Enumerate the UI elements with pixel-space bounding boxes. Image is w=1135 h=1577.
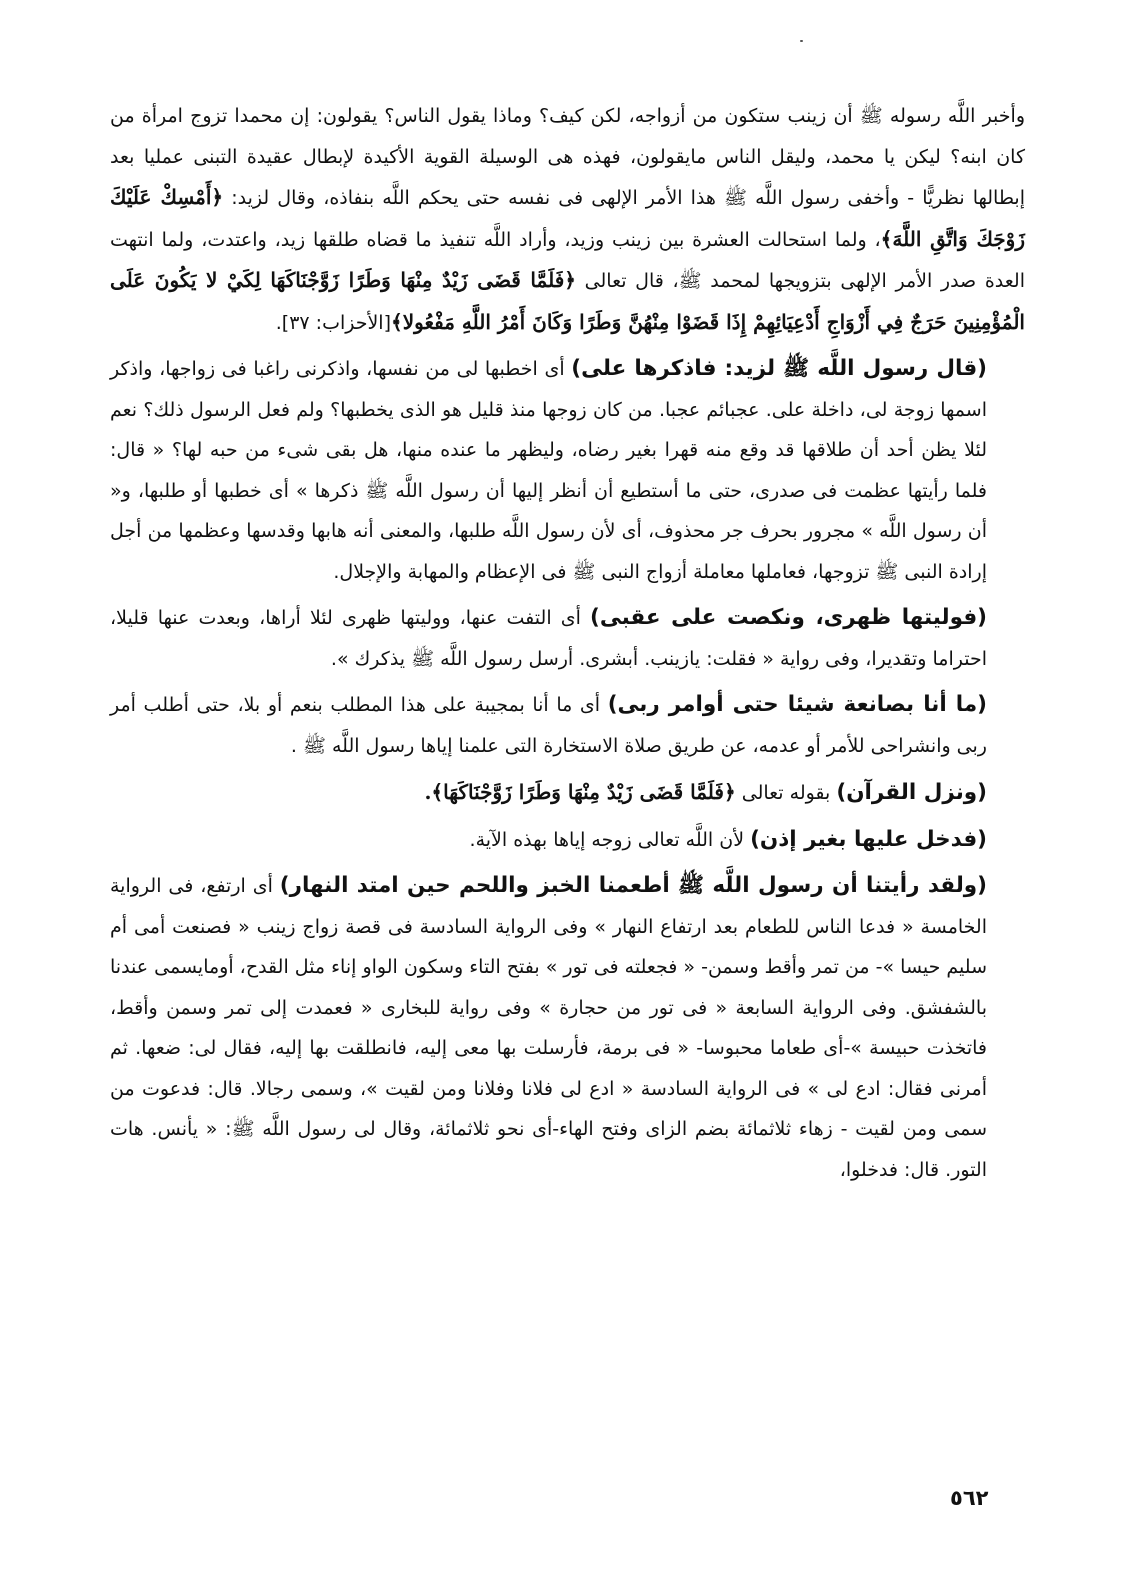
paragraph-6-text: لأن اللَّه تعالى زوجه إياها بهذه الآية. (469, 828, 751, 851)
scan-speck (800, 40, 803, 42)
paragraph-4 (110, 685, 1025, 766)
hadith-phrase-2: (فوليتها ظهرى، ونكصت على عقبى) (590, 605, 987, 630)
paragraph-5-text: بقوله تعالى (735, 782, 837, 804)
paragraph-2-text: أى اخطبها لى من نفسها، واذكرنى راغبا فى زواجها، واذكر اسمها زوجة لى، داخلة على. عجبائم عجبا. من كان زوجها منذ قليل هو الذى يخطبها؟ ولم فعل الرسول ذلك؟ نعم لئلا يظن أحد أن طلاقها قد وقع منه قهرا بغير رضاه، وليظهر ما عنده منها، هل بقى شىء من حبه لها؟ « قال: فلما رأيتها عظمت فى صدرى، حتى ما أستطيع أن أنظر إليها أن رسول اللَّه ﷺ ذكرها » أى خطبها أو طلبها، و« أن رسول اللَّه » مجرور بحرف جر محذوف، أى لأن رسول اللَّه طلبها، والمعنى أنه هابها وقدسها وعظمها من أجل إرادة النبى ﷺ تزوجها، فعاملها معاملة أزواج النبى ﷺ فى الإعظام والمهابة والإجلال. (110, 358, 987, 583)
quran-verse-3: ﴿فَلَمَّا قَضَى زَيْدٌ مِنْهَا وَطَرًا زَوَّجْنَاكَهَا﴾. (424, 780, 736, 804)
page-body (110, 96, 1025, 1190)
hadith-phrase-4: (ونزل القرآن) (836, 780, 987, 805)
paragraph-5 (110, 772, 1025, 814)
quran-verse-1: ﴿أَمْسِكْ عَلَيْكَ زَوْجَكَ وَاتَّقِ اللَّهَ﴾ (110, 185, 1025, 251)
paragraph-1-reference: [الأحزاب: ٣٧]. (275, 311, 392, 334)
paragraph-3 (110, 598, 1025, 679)
paragraph-6 (110, 820, 1025, 861)
paragraph-2 (110, 349, 1025, 592)
paragraph-1-text-b: ، ولما استحالت العشرة بين زينب وزيد، وأراد اللَّه تنفيذ ما قضاه طلقها زيد، واعتدت، ولما انتهت العدة صدر الأمر الإلهى بتزويجها لمحمد ﷺ، قال تعالى (110, 228, 1026, 292)
hadith-phrase-1: (قال رسول اللَّه ﷺ لزيد: فاذكرها على) (571, 356, 987, 381)
paragraph-7-text: أى ارتفع، فى الرواية الخامسة « فدعا الناس للطعام بعد ارتفاع النهار » وفى الرواية السادسة فى قصة زواج زينب « فصنعت أمى أم سليم حيسا »- من تمر وأقط وسمن- « فجعلته فى تور » بفتح التاء وسكون الواو إناء مثل القدح، أومايسمى عندنا بالشفشق. وفى الرواية السابعة « فى تور من حجارة » وفى رواية للبخارى « فعمدت إلى تمر وسمن وأقط، فاتخذت حبيسة »-أى طعاما محبوسا- « فى برمة، فأرسلت بها معى إليه، فانطلقت بها إليه، فقال لى: ضعها. ثم أمرنى فقال: ادع لى » فى الرواية السادسة « ادع لى فلانا وفلانا ومن لقيت »، وسمى رجالا. قال: فدعوت من سمى ومن لقيت - زهاء ثلاثمائة بضم الزاى وفتح الهاء-أى نحو ثلاثمائة، وقال لى رسول اللَّه ﷺ: « يأنس. هات التور. قال: فدخلوا، (110, 875, 987, 1181)
paragraph-7 (110, 866, 1025, 1190)
hadith-phrase-3: (ما أنا بصانعة شيئا حتى أوامر ربى) (607, 692, 987, 717)
quran-verse-2: ﴿فَلَمَّا قَضَى زَيْدٌ مِنْهَا وَطَرًا زَوَّجْنَاكَهَا لِكَيْ لا يَكُونَ عَلَى الْمُؤْمِنِينَ حَرَجٌ فِي أَزْوَاجِ أَدْعِيَائِهِمْ إِذَا قَضَوْا مِنْهُنَّ وَطَرًا وَكَانَ أَمْرُ اللَّهِ مَفْعُولا﴾ (110, 268, 1025, 334)
paragraph-1 (110, 96, 1025, 343)
paragraph-3-text: أى التفت عنها، ووليتها ظهرى لئلا أراها، وبعدت عنها قليلا، احتراما وتقديرا، وفى رواية « فقلت: يازينب. أبشرى. أرسل رسول اللَّه ﷺ يذكرك ». (110, 607, 987, 670)
paragraph-4-text: أى ما أنا بمجيبة على هذا المطلب بنعم أو بلا، حتى أطلب أمر ربى وانشراحى للأمر أو عدمه، عن طريق صلاة الاستخارة التى علمنا إياها رسول اللَّه ﷺ . (110, 694, 987, 757)
hadith-phrase-5: (فدخل عليها بغير إذن) (750, 826, 987, 852)
hadith-phrase-6: (ولقد رأيتنا أن رسول اللَّه ﷺ أطعمنا الخبز واللحم حين امتد النهار) (279, 873, 987, 898)
paragraph-1-text-a: وأخبر اللَّه رسوله ﷺ أن زينب ستكون من أزواجه، لكن كيف؟ وماذا يقول الناس؟ يقولون: إن محمدا تزوج امرأة من كان ابنه؟ ليكن يا محمد، وليقل الناس مايقولون، فهذه هى الوسيلة القوية الأكيدة لإبطال عقيدة التبنى عمليا بعد إبطالها نظريًّا - وأخفى رسول اللَّه ﷺ هذا الأمر الإلهى فى نفسه حتى يحكم اللَّه بنفاذه، وقال لزيد: (110, 105, 1026, 209)
page-number: ٥٦٢ (950, 1486, 989, 1510)
